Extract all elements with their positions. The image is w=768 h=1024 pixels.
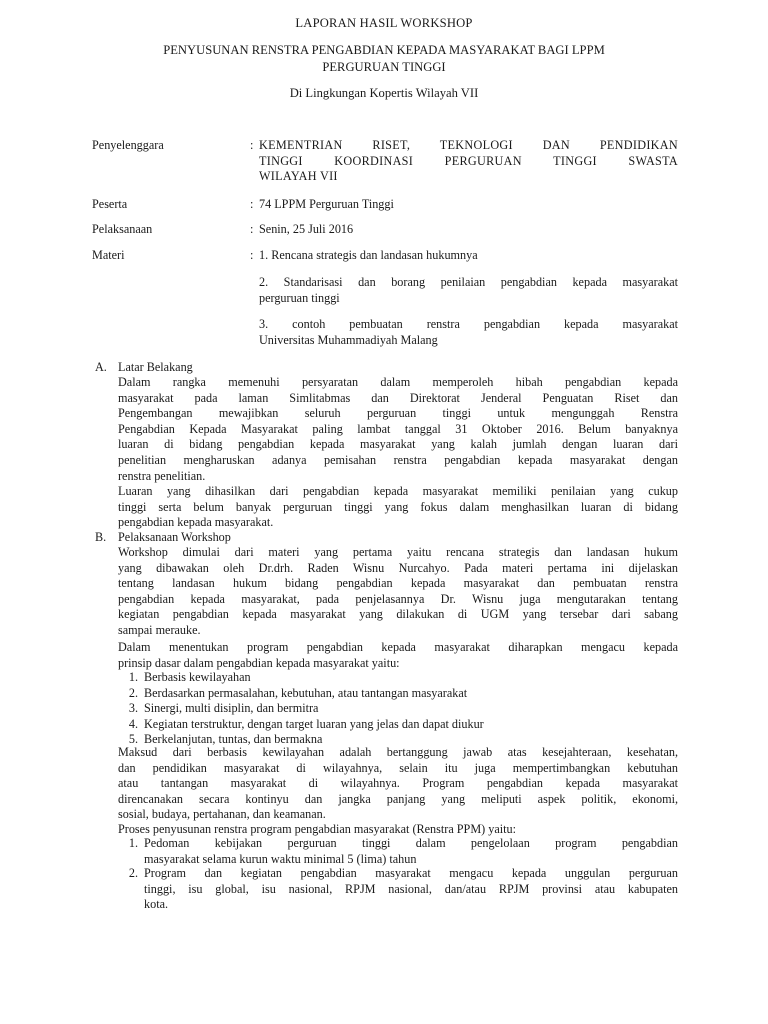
section-a-paragraph-1 [118,375,678,484]
info-colon: : [250,197,254,211]
list-item [118,717,678,733]
info-label: Materi [92,248,125,262]
info-value [259,138,678,185]
list-number: 3. [128,701,138,716]
list-text: Sinergi, multi disiplin, dan bermitra [144,701,319,716]
materi-item [259,275,678,306]
list-number: 2. [128,685,138,700]
paragraph-line: Proses penyusunan renstra program pengabdian masyarakat (Renstra PPM) yaitu: [118,822,517,836]
paragraph-line: Maksud dari berbasis kewilayahan adalah bertanggung jawab atas kesejahteraan, kesehatan, [118,745,678,759]
info-label: Peserta [92,197,128,211]
list-line: tinggi, isu global, isu nasional, RPJM nasional, dan/atau RPJM provinsi atau kabupaten [144,881,678,896]
paragraph-line: yang dibawakan oleh Dr.drh. Raden Wisnu Nurcahyo. Pada materi pertama ini dijelaskan [118,560,678,575]
section-letter: B. [95,530,107,544]
paragraph-line: dan pendidikan masyarakat di wilayahnya, selain itu juga mempertimbangkan kebutuhan [118,760,678,775]
list-text: Berdasarkan permasalahan, kebutuhan, atau tantangan masyarakat [144,685,468,700]
section-b-paragraph-1 [118,545,678,639]
list-item [118,836,678,866]
materi-line: 2. Standarisasi dan borang penilaian pengabdian kepada masyarakat [259,275,678,289]
list-line: Program dan kegiatan pengabdian masyarakat mengacu kepada unggulan perguruan [144,866,678,880]
info-value: Senin, 25 Juli 2016 [259,222,354,236]
list-number: 1. [128,670,138,684]
info-value-line: TINGGI KOORDINASI PERGURUAN TINGGI SWASTA [259,153,678,168]
list-text: Kegiatan terstruktur, dengan target luaran yang jelas dan dapat diukur [144,716,484,731]
list-text [144,836,678,867]
paragraph-line: Dalam menentukan program pengabdian kepada masyarakat diharapkan mengacu kepada [118,640,678,654]
paragraph-line: Luaran yang dihasilkan dari pengabdian kepada masyarakat memiliki penilaian yang cukup [118,484,678,498]
paragraph-line: tinggi serta belum banyak perguruan tinggi yang fokus dalam menghasilkan luaran di bidang [118,499,678,514]
materi-line: 3. contoh pembuatan renstra pengabdian kepada masyarakat [259,317,678,331]
materi-item: 1. Rencana strategis dan landasan hukumnya [259,248,478,262]
section-title: Pelaksanaan Workshop [118,530,231,544]
paragraph-line: penelitian mengharuskan adanya pemisahan renstra pengabdian kepada masyarakat dengan [118,452,678,467]
list-number: 1. [128,836,138,850]
paragraph-line: prinsip dasar dalam pengabdian kepada masyarakat yaitu: [118,655,400,670]
paragraph-line: atau tantangan masyarakat di wilayahnya. Program pengabdian kepada masyarakat [118,776,678,791]
process-list [118,836,678,914]
paragraph-line: sampai merauke. [118,622,201,637]
info-label: Penyelenggara [92,138,164,152]
paragraph-line: luaran di bidang pengabdian kepada masyarakat yang kalah jumlah dengan luaran dari [118,437,678,452]
list-item [118,701,678,717]
paragraph-line: pengabdian kepada masyarakat. [118,515,274,530]
info-colon: : [250,222,254,236]
paragraph-line: sosial, budaya, pertahanan, dan keamanan. [118,807,326,822]
list-number: 4. [128,716,138,731]
section-title: Latar Belakang [118,360,193,374]
section-letter: A. [95,360,107,374]
list-line: masyarakat selama kurun waktu minimal 5 (lima) tahun [144,851,417,866]
paragraph-line: masyarakat pada laman Simlitabmas dan Direktorat Jenderal Penguatan Riset dan [118,390,678,405]
info-colon: : [250,248,254,262]
info-colon: : [250,138,254,152]
list-item [118,866,678,914]
paragraph-line: Dalam rangka memenuhi persyaratan dalam memperoleh hibah pengabdian kepada [118,375,678,389]
list-number: 5. [128,732,138,747]
principles-list [118,670,678,748]
subtitle-line: PENYUSUNAN RENSTRA PENGABDIAN KEPADA MASYARAKAT BAGI LPPM [163,43,605,57]
subtitle-line: PERGURUAN TINGGI [322,59,446,74]
paragraph-line: kegiatan pengabdian kepada masyarakat yang dilakukan di UGM yang tersebar dari sabang [118,607,678,622]
document-title: LAPORAN HASIL WORKSHOP [295,16,473,30]
materi-item [259,317,678,348]
paragraph-line: renstra penelitian. [118,468,206,483]
info-value: 74 LPPM Perguruan Tinggi [259,197,394,211]
section-a-paragraph-2 [118,484,678,531]
document-location: Di Lingkungan Kopertis Wilayah VII [289,86,479,100]
info-value-line: WILAYAH VII [259,169,338,184]
list-line: kota. [144,897,169,912]
list-item [118,686,678,702]
paragraph-line: Pengabdian Kepada Masyarakat paling lambat tanggal 31 Oktober 2016. Belum banyaknya [118,421,678,436]
materi-line: Universitas Muhammadiyah Malang [259,332,438,347]
paragraph-line: tentang landasan hukum bidang pengabdian kepada masyarakat dan pembuatan renstra [118,576,678,591]
paragraph-line: Pengembangan mewajibkan seluruh perguruan tinggi untuk mengunggah Renstra [118,406,678,421]
section-b-paragraph-3 [118,745,678,823]
info-value-line: KEMENTRIAN RISET, TEKNOLOGI DAN PENDIDIKAN [259,138,678,152]
paragraph-line: direncanakan secara kontinyu dan jangka panjang yang meliputi aspek politik, ekonomi, [118,791,678,806]
list-item [118,670,678,686]
info-label: Pelaksanaan [92,222,153,236]
section-b-paragraph-2 [118,640,678,671]
materi-line: perguruan tinggi [259,290,340,305]
list-line: Pedoman kebijakan perguruan tinggi dalam pengelolaan program pengabdian [144,836,678,850]
paragraph-line: pengabdian kepada masyarakat, pada penjelasannya Dr. Wisnu juga mengutarakan tentang [118,591,678,606]
list-number: 2. [128,866,138,880]
list-text [144,866,678,913]
list-text: Berbasis kewilayahan [144,670,251,684]
document-subtitle [60,42,708,75]
list-text: Berkelanjutan, tuntas, dan bermakna [144,732,323,747]
paragraph-line: Workshop dimulai dari materi yang pertama yaitu rencana strategis dan landasan hukum [118,545,678,559]
